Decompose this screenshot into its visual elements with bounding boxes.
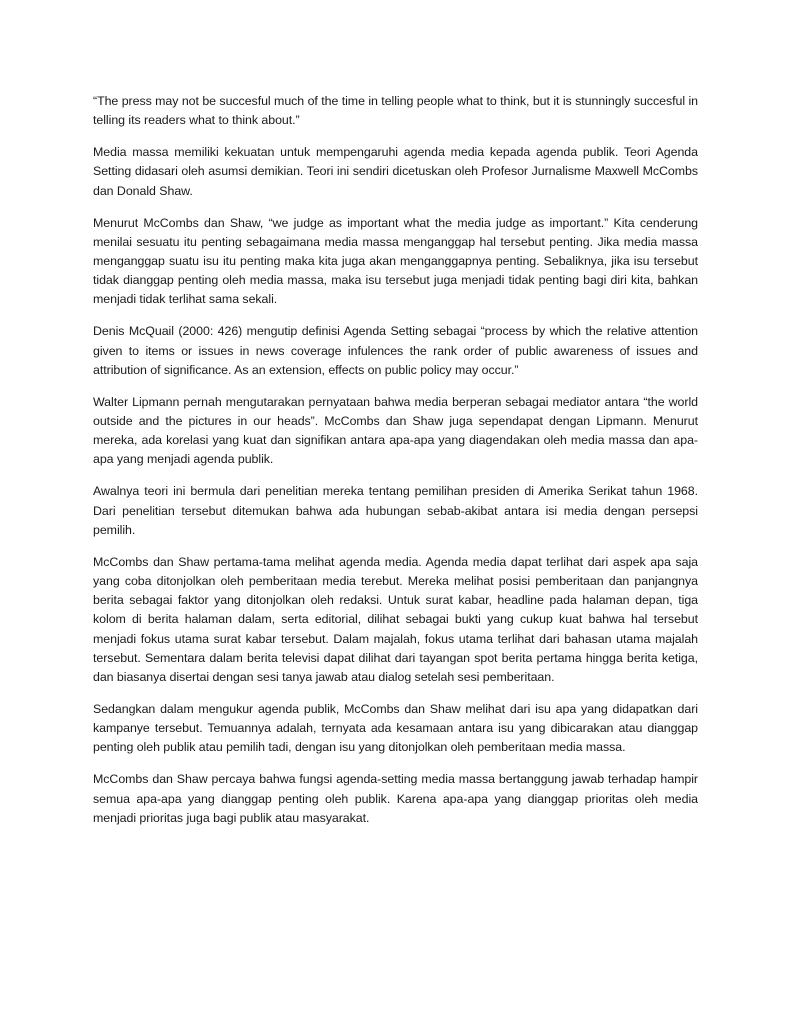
paragraph-public-agenda: Sedangkan dalam mengukur agenda publik, McCombs dan Shaw melihat dari isu apa yang didapatkan dari kampanye tersebut. Temuannya adalah, ternyata ada kesamaan antara isu yang dibicarakan atau dianggap penting oleh publik atau pemilih tadi, dengan isu yang ditonjolkan oleh pemberitaan media massa. [93, 702, 698, 755]
paragraph-conclusion: McCombs dan Shaw percaya bahwa fungsi agenda-setting media massa bertanggung jawab terhadap hampir semua apa-apa yang dianggap penting oleh publik. Karena apa-apa yang dianggap prioritas oleh media menjadi prioritas juga bagi publik atau masyarakat. [93, 772, 698, 825]
paragraph-press-quote: “The press may not be succesful much of the time in telling people what to think, but it is stunningly succesful in telling its readers what to think about.” [93, 94, 698, 128]
paragraph-media-power: Media massa memiliki kekuatan untuk mempengaruhi agenda media kepada agenda publik. Teori Agenda Setting didasari oleh asumsi demikian. Teori ini sendiri dicetuskan oleh Profesor Jurnalisme Maxwell McCombs dan Donald Shaw. [93, 145, 698, 198]
paragraph-mcquail-definition: Denis McQuail (2000: 426) mengutip definisi Agenda Setting sebagai “process by which the relative attention given to items or issues in news coverage infulences the rank order of public awareness of issues and attribution of significance. As an extension, effects on public policy may occur.” [93, 324, 698, 377]
paragraph-origin-1968: Awalnya teori ini bermula dari penelitian mereka tentang pemilihan presiden di Amerika Serikat tahun 1968. Dari penelitian tersebut ditemukan bahwa ada hubungan sebab-akibat antara isi media dengan persepsi pemilih. [93, 484, 698, 537]
paragraph-media-agenda: McCombs dan Shaw pertama-tama melihat agenda media. Agenda media dapat terlihat dari aspek apa saja yang coba ditonjolkan oleh pemberitaan media terebut. Mereka melihat posisi pemberitaan dan panjangnya berita sebagai faktor yang ditonjolkan oleh redaksi. Untuk surat kabar, headline pada halaman depan, tiga kolom di berita halaman dalam, serta editorial, dilihat sebagai bukti yang cukup kuat bahwa hal tersebut menjadi fokus utama surat kabar tersebut. Dalam majalah, fokus utama terlihat dari bahasan utama majalah tersebut. Sementara dalam berita televisi dapat dilihat dari tayangan spot berita pertama hingga berita ketiga, dan biasanya disertai dengan sesi tanya jawab atau dialog setelah sesi pemberitaan. [93, 554, 698, 685]
paragraph-mccombs-shaw-quote: Menurut McCombs dan Shaw, “we judge as important what the media judge as important.” Kita cenderung menilai sesuatu itu penting sebagaimana media massa menganggap hal tersebut penting. Jika media massa menganggap suatu isu itu penting maka kita juga akan menganggapnya penting. Sebaliknya, jika isu tersebut tidak dianggap penting oleh media massa, maka isu tersebut juga menjadi tidak penting bagi diri kita, bahkan menjadi tidak terlihat sama sekali. [93, 215, 698, 307]
paragraph-lipmann: Walter Lipmann pernah mengutarakan pernyataan bahwa media berperan sebagai mediator antara “the world outside and the pictures in our heads”. McCombs dan Shaw juga sependapat dengan Lipmann. Menurut mereka, ada korelasi yang kuat dan signifikan antara apa-apa yang diagendakan oleh media massa dan apa-apa yang menjadi agenda publik. [93, 394, 698, 467]
